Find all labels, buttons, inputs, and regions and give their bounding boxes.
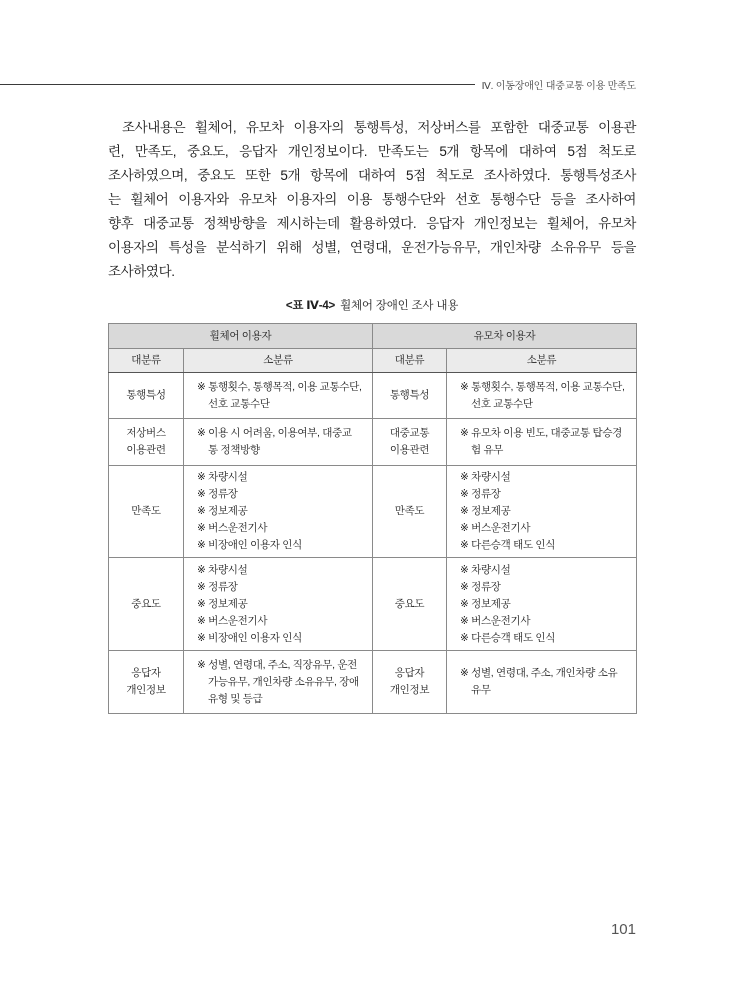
detail-item xyxy=(460,537,631,554)
subheader-minor-wheelchair: 소분류 xyxy=(184,349,373,373)
category-line: 이용관련 xyxy=(126,444,166,456)
stroller-category-cell xyxy=(373,651,447,714)
detail-item-line: 가능유무, 개인차량 소유유무, 장애 xyxy=(208,675,359,688)
detail-item-line: ※ 통행횟수, 통행목적, 이용 교통수단, xyxy=(460,380,625,393)
detail-item-line: 험 유무 xyxy=(471,444,504,456)
category-line: 만족도 xyxy=(131,505,161,517)
detail-item-line: ※ 버스운전기사 xyxy=(460,614,531,627)
paragraph-line: 이용자의 특성을 분석하기 위해 성별, 연령대, 운전가능유무, 개인차량 소유유무 등을 xyxy=(108,240,636,255)
detail-item-line: ※ 차량시설 xyxy=(460,563,511,576)
paragraph-line: 조사하였으며, 중요도 또한 5개 항목에 대하여 5점 척도로 조사하였다. 통행특성조사 xyxy=(108,168,636,183)
detail-item-line: ※ 차량시설 xyxy=(197,563,248,576)
stroller-detail-cell xyxy=(447,466,637,558)
category-line: 통행특성 xyxy=(389,389,430,401)
wheelchair-category-cell xyxy=(109,373,184,419)
detail-item xyxy=(460,613,631,630)
detail-item-line: ※ 통행횟수, 통행목적, 이용 교통수단, xyxy=(197,380,362,393)
wheelchair-category-cell xyxy=(109,651,184,714)
category-line: 개인정보 xyxy=(389,684,430,696)
detail-item xyxy=(460,486,631,503)
paragraph-line: 향후 대중교통 정책방향을 제시하는데 활용하였다. 응답자 개인정보는 휠체어, 유모차 xyxy=(108,216,636,231)
detail-item xyxy=(460,520,631,537)
paragraph-line: 조사내용은 휠체어, 유모차 이용자의 통행특성, 저상버스를 포함한 대중교통 이용관 xyxy=(122,120,636,135)
detail-item xyxy=(197,537,367,554)
paragraph-line: 는 휠체어 이용자와 유모차 이용자의 이용 통행수단와 선호 통행수단 등을 조사하여 xyxy=(108,192,636,207)
detail-item xyxy=(197,503,367,520)
category-line: 개인정보 xyxy=(126,684,166,696)
detail-item xyxy=(460,596,631,613)
paragraph-line: 조사하였다. xyxy=(108,264,175,279)
detail-item-line: ※ 버스운전기사 xyxy=(197,614,268,627)
header-rule xyxy=(0,84,475,85)
wheelchair-detail-cell xyxy=(184,466,373,558)
detail-item xyxy=(460,579,631,596)
group-header-row xyxy=(109,324,637,349)
table-row xyxy=(109,373,637,419)
detail-item xyxy=(197,613,367,630)
category-line: 대중교통 xyxy=(389,427,430,439)
body-paragraph xyxy=(108,116,636,284)
table-body xyxy=(109,373,637,714)
detail-item-line: ※ 다른승객 태도 인식 xyxy=(460,631,556,644)
detail-item-line: ※ 정보제공 xyxy=(197,505,248,517)
stroller-category-cell xyxy=(373,558,447,651)
detail-item-line: ※ 차량시설 xyxy=(197,471,248,483)
detail-item xyxy=(197,657,367,708)
table-caption xyxy=(108,297,636,315)
detail-item-line: ※ 비장애인 이용자 인식 xyxy=(197,631,302,644)
table-caption-label: <표 Ⅳ-4> xyxy=(285,300,336,312)
detail-item-line: ※ 성별, 연령대, 주소, 직장유무, 운전 xyxy=(197,658,358,671)
table-caption-title: 휠체어 장애인 조사 내용 xyxy=(340,300,459,312)
category-line: 응답자 xyxy=(131,667,161,679)
detail-item xyxy=(460,665,631,699)
table-row xyxy=(109,558,637,651)
category-line: 저상버스 xyxy=(126,427,166,439)
category-line: 응답자 xyxy=(394,667,425,679)
detail-item xyxy=(197,425,367,459)
table-row xyxy=(109,466,637,558)
stroller-detail-cell xyxy=(447,373,637,419)
detail-item-line: ※ 이용 시 어려움, 이용여부, 대중교 xyxy=(197,427,352,439)
wheelchair-category-cell xyxy=(109,558,184,651)
detail-item-line: ※ 정류장 xyxy=(197,488,238,500)
subheader-minor-stroller: 소분류 xyxy=(447,349,637,373)
survey-content-table xyxy=(108,323,637,714)
wheelchair-detail-cell xyxy=(184,558,373,651)
detail-item-line: ※ 비장애인 이용자 인식 xyxy=(197,539,302,551)
category-line: 통행특성 xyxy=(126,389,166,401)
category-line: 중요도 xyxy=(131,597,161,610)
subheader-major-stroller: 대분류 xyxy=(373,349,447,373)
detail-item-line: 선호 교통수단 xyxy=(471,397,533,410)
stroller-category-cell xyxy=(373,466,447,558)
detail-item xyxy=(197,469,367,486)
subheader-major-wheelchair: 대분류 xyxy=(109,349,184,373)
group-header-stroller: 유모차 이용자 xyxy=(373,324,637,349)
subheader-row xyxy=(109,349,637,373)
category-line: 만족도 xyxy=(394,505,425,517)
detail-item xyxy=(460,425,631,459)
detail-item xyxy=(197,596,367,613)
detail-item xyxy=(197,579,367,596)
detail-item-line: 유형 및 등급 xyxy=(208,692,263,705)
stroller-detail-cell xyxy=(447,558,637,651)
category-line: 중요도 xyxy=(394,597,425,610)
detail-item xyxy=(460,503,631,520)
detail-item-line: ※ 정류장 xyxy=(460,488,501,500)
stroller-category-cell xyxy=(373,419,447,466)
running-title: Ⅳ. 이동장애인 대중교통 이용 만족도 xyxy=(481,80,636,92)
running-header xyxy=(0,76,636,92)
detail-item xyxy=(460,630,631,647)
wheelchair-category-cell xyxy=(109,466,184,558)
detail-item-line: ※ 버스운전기사 xyxy=(460,522,531,534)
detail-item-line: ※ 다른승객 태도 인식 xyxy=(460,539,556,551)
detail-item xyxy=(197,486,367,503)
detail-item-line: 유무 xyxy=(471,684,491,696)
wheelchair-detail-cell xyxy=(184,651,373,714)
stroller-category-cell xyxy=(373,373,447,419)
detail-item xyxy=(460,562,631,579)
detail-item xyxy=(460,469,631,486)
detail-item-line: ※ 정보제공 xyxy=(460,505,511,517)
detail-item-line: ※ 버스운전기사 xyxy=(197,522,268,534)
detail-item xyxy=(197,520,367,537)
detail-item-line: 통 정책방향 xyxy=(208,444,260,456)
paragraph-line: 련, 만족도, 중요도, 응답자 개인정보이다. 만족도는 5개 항목에 대하여 5점 척도로 xyxy=(108,144,636,159)
detail-item-line: ※ 정류장 xyxy=(460,580,501,593)
wheelchair-category-cell xyxy=(109,419,184,466)
stroller-detail-cell xyxy=(447,651,637,714)
detail-item-line: ※ 유모차 이용 빈도, 대중교통 탑승경 xyxy=(460,427,623,439)
detail-item xyxy=(197,630,367,647)
detail-item-line: ※ 성별, 연령대, 주소, 개인차량 소유 xyxy=(460,667,618,679)
page-number: 101 xyxy=(610,921,636,938)
wheelchair-detail-cell xyxy=(184,419,373,466)
stroller-detail-cell xyxy=(447,419,637,466)
table-row xyxy=(109,419,637,466)
detail-item-line: ※ 차량시설 xyxy=(460,471,511,483)
category-line: 이용관련 xyxy=(389,444,430,456)
detail-item-line: ※ 정보제공 xyxy=(460,597,511,610)
detail-item xyxy=(460,379,631,413)
wheelchair-detail-cell xyxy=(184,373,373,419)
detail-item-line: ※ 정류장 xyxy=(197,580,238,593)
detail-item xyxy=(197,379,367,413)
detail-item-line: ※ 정보제공 xyxy=(197,597,248,610)
detail-item xyxy=(197,562,367,579)
detail-item-line: 선호 교통수단 xyxy=(208,397,270,410)
group-header-wheelchair: 휠체어 이용자 xyxy=(109,324,373,349)
table-row xyxy=(109,651,637,714)
